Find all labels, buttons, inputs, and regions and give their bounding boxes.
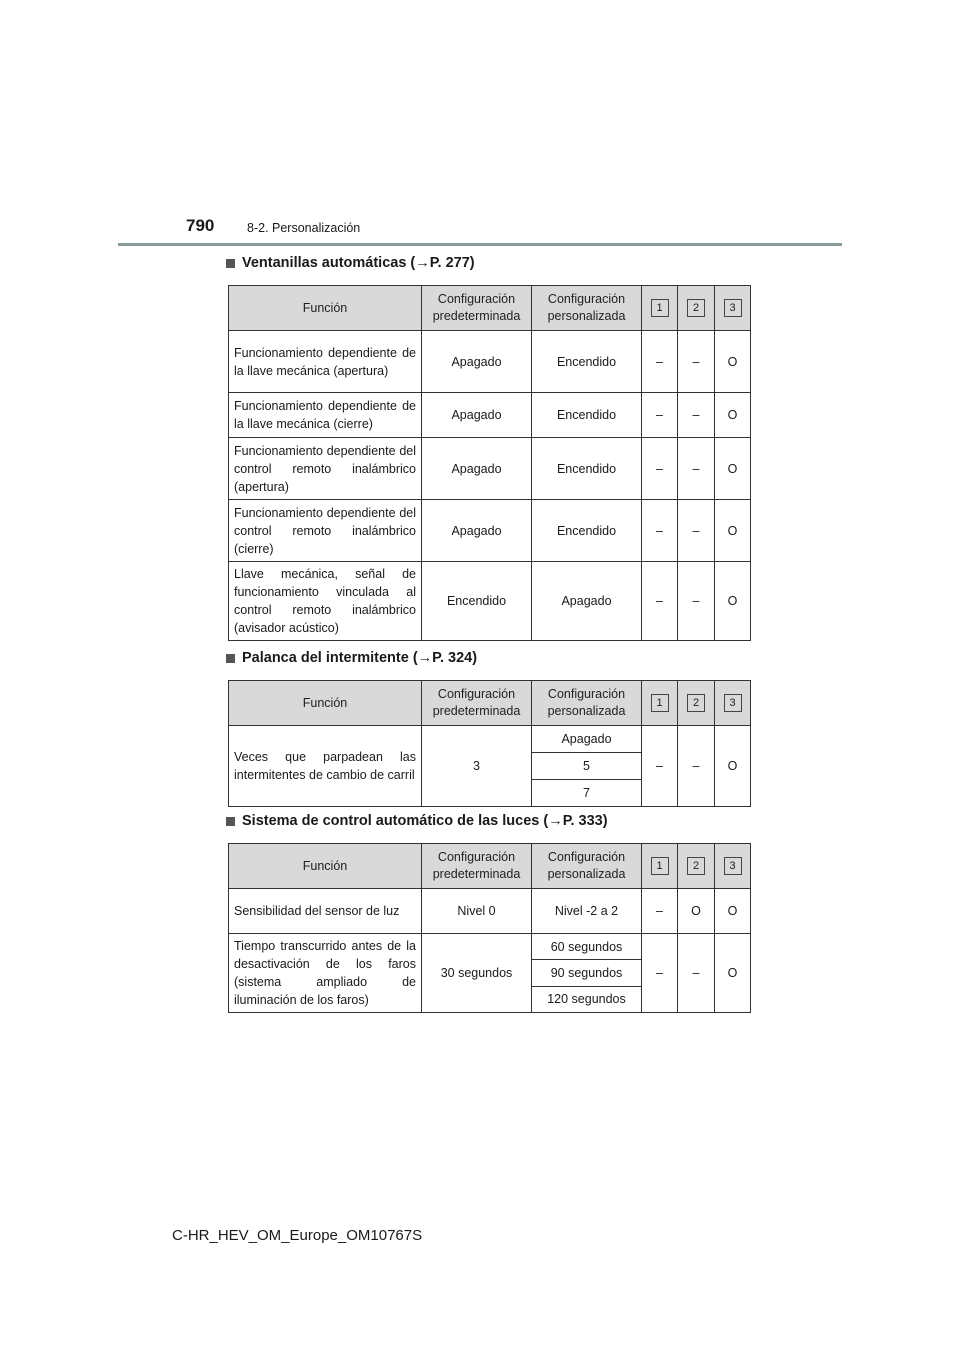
page-number: 790 (186, 216, 215, 235)
number-2-icon: 2 (687, 299, 705, 317)
col-header-default: Configuración predeterminada (422, 681, 532, 726)
col-header-custom: Configuración personalizada (532, 286, 642, 331)
table-row: Funcionamiento dependiente del control remoto inalámbrico (apertura) Apagado Encendido – – O (229, 438, 751, 500)
table-row: Funcionamiento dependiente de la llave mecánica (apertura) Apagado Encendido – – O (229, 331, 751, 393)
section-title: 8-2. Personalización (247, 221, 361, 235)
footer-doc-code: C-HR_HEV_OM_Europe_OM10767S (172, 1227, 423, 1244)
table-row: Llave mecánica, señal de funcionamiento vinculada al control remoto inalámbrico (avisador acústico) Encendido Apagado – – O (229, 562, 751, 641)
heading-ventanillas (226, 255, 475, 271)
table-sistema-luces: Función Configuración predeterminada Configuración personalizada 1 2 3 Sensibilidad del sensor de luz Nivel 0 Nivel -2 a 2 – O O Tiempo transcurrido antes de la desactivación de los faros (sistema ampliado de iluminación de los faros) 30 segundos 60 segundos – – O 90 segundos 120 segundos (228, 843, 751, 1013)
table-row: Sensibilidad del sensor de luz Nivel 0 Nivel -2 a 2 – O O (229, 889, 751, 934)
table-ventanillas (228, 285, 751, 641)
table-row: Funcionamiento dependiente del control remoto inalámbrico (cierre) Apagado Encendido – – O (229, 500, 751, 562)
header-rule (118, 243, 842, 246)
table-palanca: Función Configuración predeterminada Configuración personalizada 1 2 3 Veces que parpadean las intermitentes de cambio de carril 3 Apagado – – O 5 7 (228, 680, 751, 807)
col-header-custom: Configuración personalizada (532, 844, 642, 889)
table-row: Veces que parpadean las intermitentes de cambio de carril 3 Apagado – – O (229, 726, 751, 753)
number-2-icon: 2 (687, 694, 705, 712)
number-2-icon: 2 (687, 857, 705, 875)
number-3-icon: 3 (724, 857, 742, 875)
heading-text: Sistema de control automático de las luces (→P. 333) (242, 813, 608, 829)
col-header-function: Función (229, 286, 422, 331)
col-header-2 (678, 286, 715, 331)
col-header-default: Configuración predeterminada (422, 844, 532, 889)
table-row: Funcionamiento dependiente de la llave mecánica (cierre) Apagado Encendido – – O (229, 393, 751, 438)
heading-palanca (226, 650, 477, 666)
col-header-function: Función (229, 844, 422, 889)
col-header-custom: Configuración personalizada (532, 681, 642, 726)
col-header-1 (642, 286, 678, 331)
number-1-icon: 1 (651, 857, 669, 875)
bullet-square-icon (226, 817, 235, 826)
number-1-icon: 1 (651, 299, 669, 317)
number-1-icon: 1 (651, 694, 669, 712)
bullet-square-icon (226, 654, 235, 663)
heading-sistema-luces (226, 813, 608, 829)
col-header-3 (715, 286, 751, 331)
col-header-default: Configuración predeterminada (422, 286, 532, 331)
number-3-icon: 3 (724, 694, 742, 712)
col-header-function: Función (229, 681, 422, 726)
table-row: Tiempo transcurrido antes de la desactivación de los faros (sistema ampliado de iluminación de los faros) 30 segundos 60 segundos – – O (229, 934, 751, 960)
bullet-square-icon (226, 259, 235, 268)
number-3-icon: 3 (724, 299, 742, 317)
heading-text: Palanca del intermitente (→P. 324) (242, 650, 478, 666)
heading-text: Ventanillas automáticas (→P. 277) (242, 255, 475, 271)
